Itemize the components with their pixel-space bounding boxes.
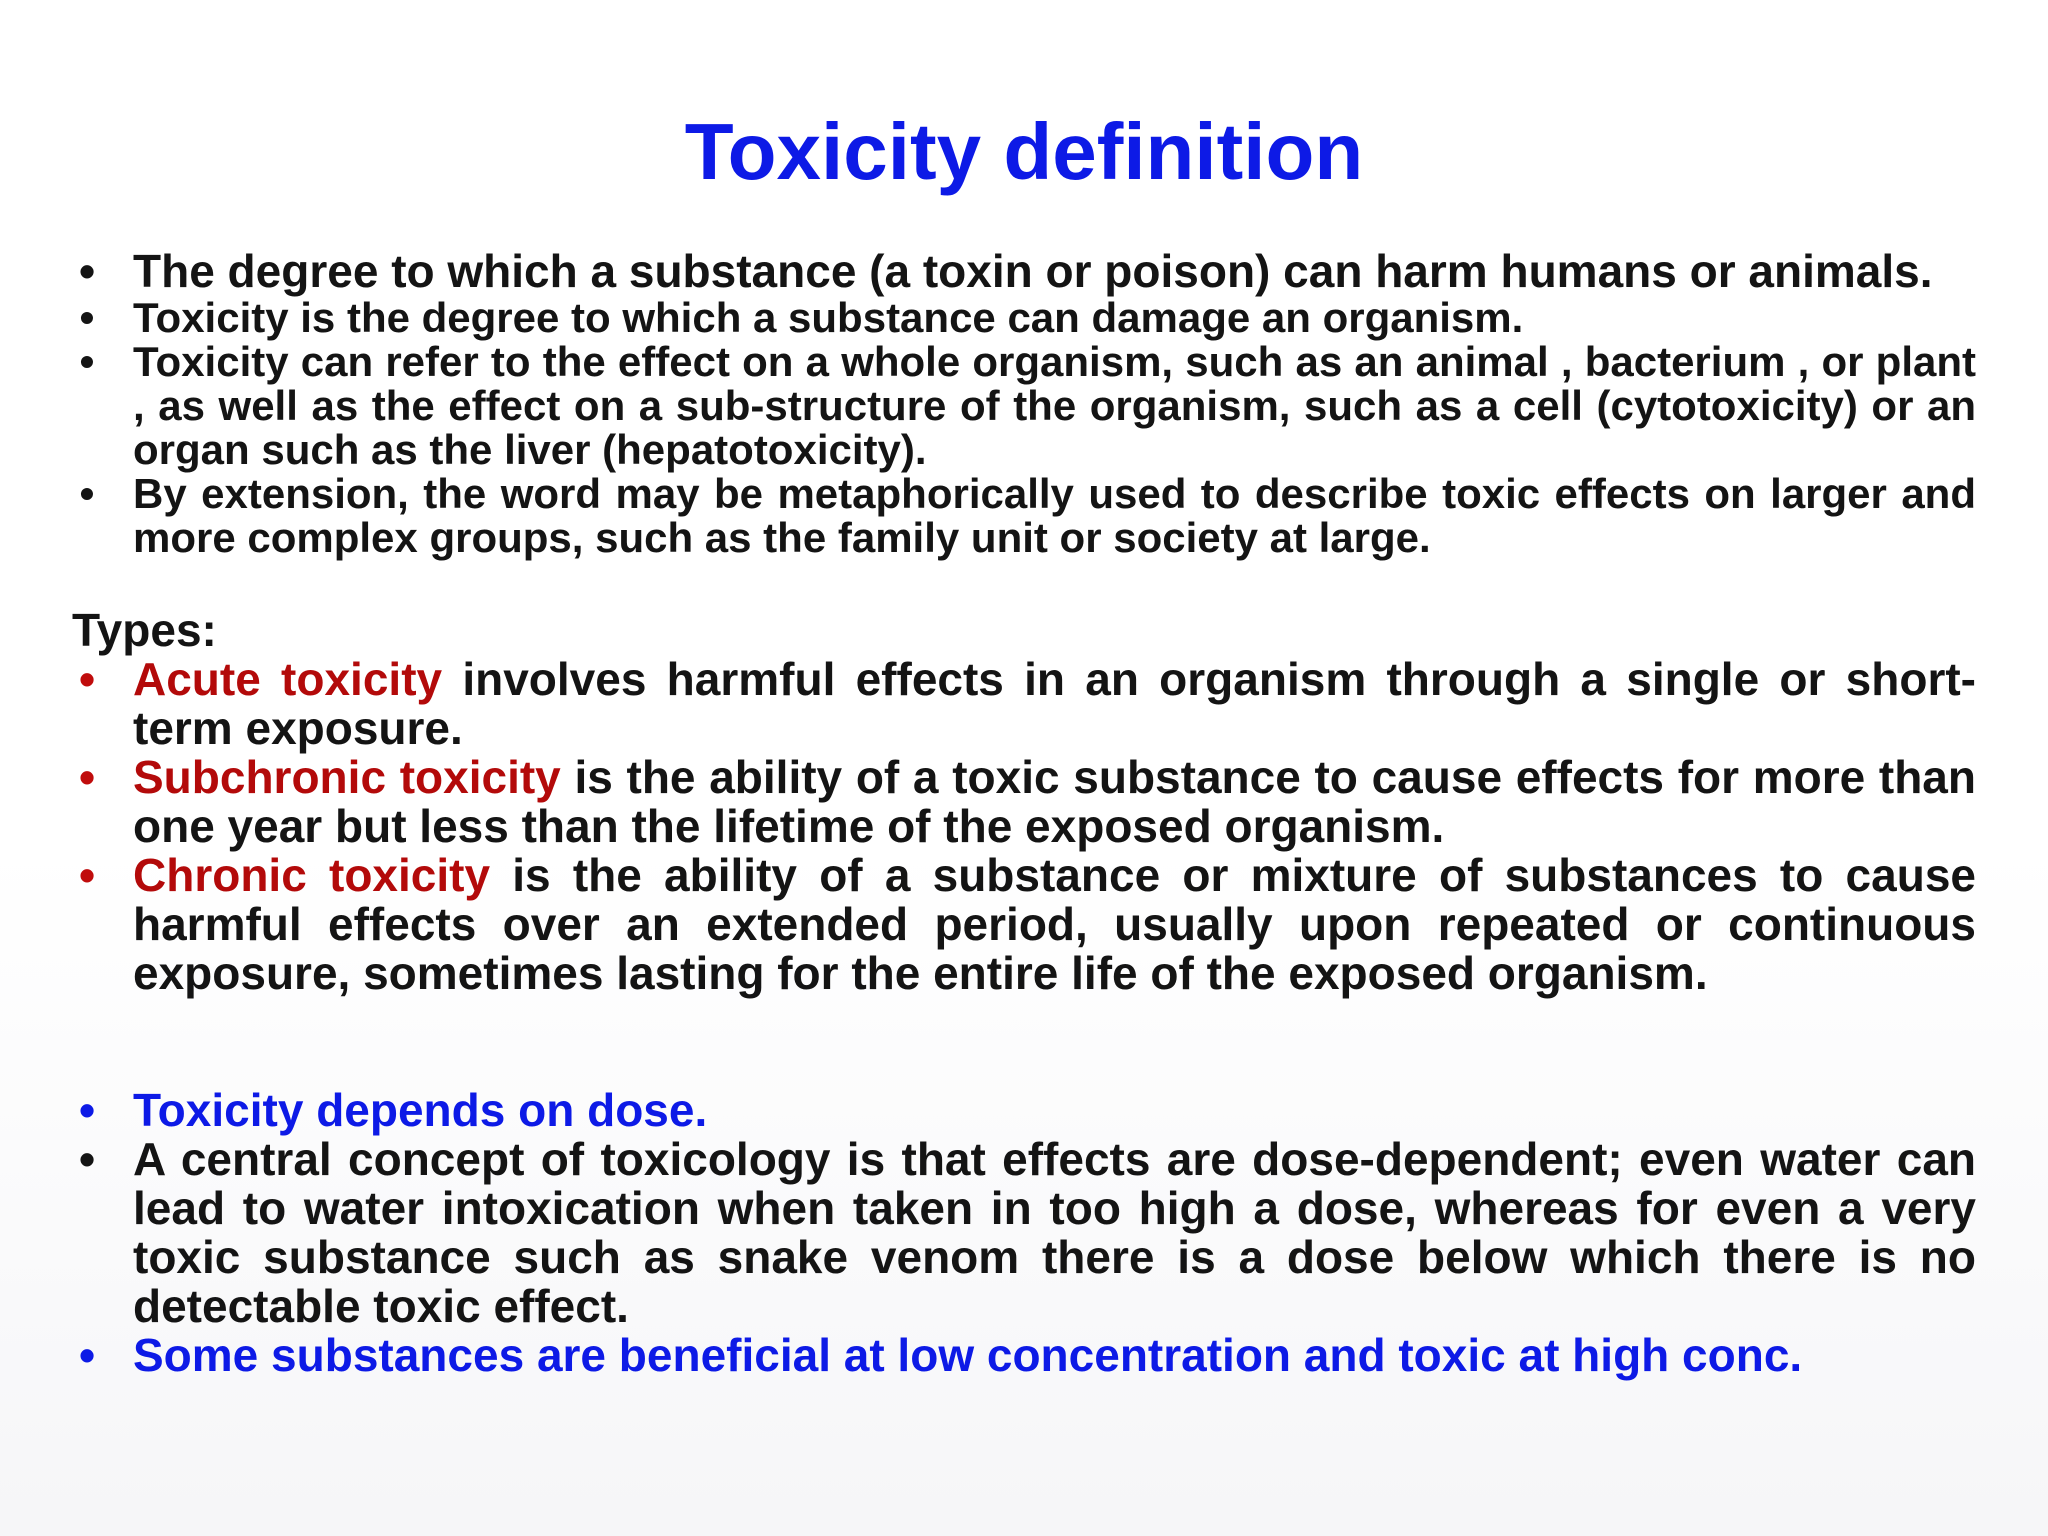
definition-list <box>72 246 1976 560</box>
bullet-icon: • <box>78 751 96 803</box>
bullet-icon: • <box>78 245 96 297</box>
definition-text: By extension, the word may be metaphorically used to describe toxic effects on larger and more complex groups, such as the family unit or society at large. <box>133 470 1976 561</box>
slide-title: Toxicity definition <box>684 107 1364 196</box>
type-term: Chronic toxicity <box>133 849 491 901</box>
list-item <box>72 246 1976 296</box>
dose-text: A central concept of toxicology is that effects are dose-dependent; even water can lead to water intoxication when taken in too high a dose, whereas for even a very toxic substance such as snake venom there is a dose below which there is no detectable toxic effect. <box>133 1133 1976 1332</box>
bullet-icon: • <box>78 1084 96 1136</box>
types-section <box>72 606 1976 998</box>
list-item <box>72 655 1976 753</box>
bullet-icon: • <box>78 849 96 901</box>
types-list <box>72 655 1976 998</box>
dose-section <box>72 1086 1976 1380</box>
list-item <box>72 753 1976 851</box>
definition-text: The degree to which a substance (a toxin or poison) can harm humans or animals. <box>133 245 1933 297</box>
bullet-icon: • <box>78 1329 96 1381</box>
dose-text: Some substances are beneficial at low concentration and toxic at high conc. <box>133 1329 1803 1381</box>
list-item <box>72 472 1976 560</box>
list-item <box>72 1331 1976 1380</box>
definition-section <box>72 246 1976 560</box>
types-heading: Types: <box>72 604 217 656</box>
type-description: involves harmful effects in an organism through a single or short-term exposure. <box>133 653 1976 754</box>
bullet-icon: • <box>79 470 95 517</box>
type-description: is the ability of a toxic substance to cause effects for more than one year but less than the lifetime of the exposed organism. <box>133 751 1976 852</box>
dose-list <box>72 1086 1976 1380</box>
bullet-icon: • <box>79 294 95 341</box>
type-term: Subchronic toxicity <box>133 751 561 803</box>
definition-text: Toxicity is the degree to which a substance can damage an organism. <box>133 294 1524 341</box>
list-item <box>72 1135 1976 1331</box>
list-item <box>72 296 1976 340</box>
list-item <box>72 1086 1976 1135</box>
bullet-icon: • <box>78 653 96 705</box>
definition-text: Toxicity can refer to the effect on a whole organism, such as an animal , bacterium , or plant , as well as the effect on a sub-structure of the organism, such as a cell (cytotoxicity) or an organ such as the liver (hepatotoxicity). <box>133 338 1976 473</box>
bullet-icon: • <box>78 1133 96 1185</box>
type-description: is the ability of a substance or mixture of substances to cause harmful effects over an extended period, usually upon repeated or continuous exposure, sometimes lasting for the entire life of the exposed organism. <box>133 849 1976 999</box>
dose-text: Toxicity depends on dose. <box>133 1084 708 1136</box>
list-item <box>72 851 1976 998</box>
list-item <box>72 340 1976 472</box>
type-term: Acute toxicity <box>133 653 443 705</box>
bullet-icon: • <box>79 338 95 385</box>
